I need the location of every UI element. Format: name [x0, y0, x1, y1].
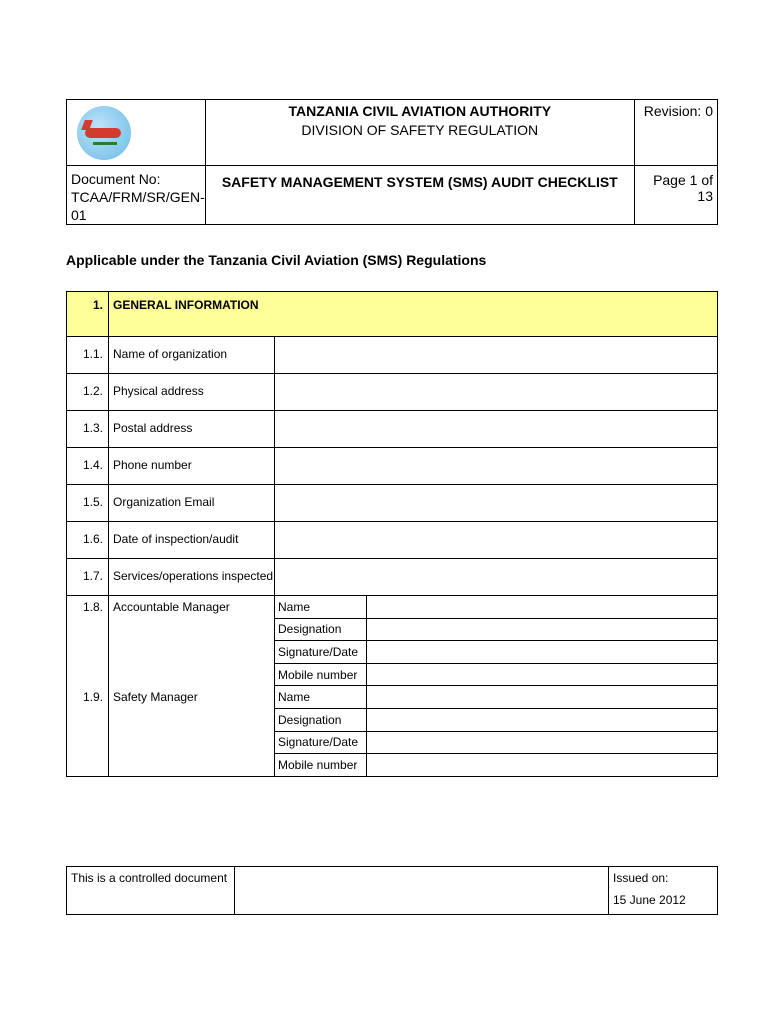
field-label: Name	[275, 686, 367, 709]
phone-number-field[interactable]	[275, 448, 718, 485]
item-number: 1.7.	[82, 569, 103, 583]
item-label: Physical address	[113, 384, 204, 398]
table-row	[67, 641, 718, 664]
table-row	[67, 596, 718, 619]
item-label: Phone number	[113, 458, 192, 472]
division-name: DIVISION OF SAFETY REGULATION	[301, 122, 539, 138]
item-number: 1.9.	[82, 689, 103, 704]
table-row	[67, 374, 718, 411]
inspection-date-field[interactable]	[275, 522, 718, 559]
table-row	[67, 411, 718, 448]
item-label: Organization Email	[113, 495, 215, 509]
services-inspected-field[interactable]	[275, 559, 718, 596]
accountable-manager-name-field[interactable]	[367, 596, 718, 619]
doc-number-cell	[67, 166, 206, 225]
doc-number: TCAA/FRM/SR/GEN-01	[71, 189, 205, 223]
item-label: Services/operations inspected	[113, 569, 274, 583]
table-row	[67, 708, 718, 731]
table-row	[67, 731, 718, 754]
tcaa-logo-icon	[77, 106, 131, 160]
table-row	[67, 686, 718, 709]
safety-manager-signature-field[interactable]	[367, 731, 718, 754]
footer-blank-cell	[235, 867, 609, 915]
document-footer-table	[66, 866, 718, 915]
field-label: Signature/Date	[275, 641, 367, 664]
item-label: Date of inspection/audit	[113, 532, 239, 546]
table-row	[67, 559, 718, 596]
item-number: 1.5.	[82, 495, 103, 509]
item-number: 1.2.	[82, 384, 103, 398]
section-number: 1.	[92, 298, 103, 312]
item-number: 1.4.	[82, 458, 103, 472]
accountable-manager-mobile-field[interactable]	[367, 663, 718, 686]
organization-name-field[interactable]	[275, 337, 718, 374]
section-title-cell	[109, 292, 718, 337]
field-label: Designation	[275, 708, 367, 731]
field-label: Signature/Date	[275, 731, 367, 754]
organization-email-field[interactable]	[275, 485, 718, 522]
checklist-title-cell	[205, 166, 634, 225]
item-label: Safety Manager	[113, 689, 198, 704]
checklist-title: SAFETY MANAGEMENT SYSTEM (SMS) AUDIT CHECKLIST	[221, 174, 618, 190]
general-information-table	[66, 291, 718, 777]
item-number: 1.1.	[82, 347, 103, 361]
safety-manager-mobile-field[interactable]	[367, 754, 718, 777]
safety-manager-name-field[interactable]	[367, 686, 718, 709]
revision-cell	[634, 100, 717, 166]
issued-cell	[609, 867, 718, 915]
logo-cell	[67, 100, 206, 166]
postal-address-field[interactable]	[275, 411, 718, 448]
accountable-manager-designation-field[interactable]	[367, 618, 718, 641]
title-cell	[205, 100, 634, 166]
item-number: 1.3.	[82, 421, 103, 435]
accountable-manager-signature-field[interactable]	[367, 641, 718, 664]
table-row	[67, 663, 718, 686]
item-label: Postal address	[113, 421, 193, 435]
table-row	[67, 448, 718, 485]
item-label: Name of organization	[113, 347, 228, 361]
field-label: Name	[275, 596, 367, 619]
table-row	[67, 618, 718, 641]
table-row	[67, 754, 718, 777]
item-number: 1.8.	[82, 600, 103, 614]
table-row	[67, 485, 718, 522]
doc-number-label: Document No:	[71, 171, 161, 187]
table-row	[67, 522, 718, 559]
controlled-doc-text: This is a controlled document	[71, 871, 228, 885]
table-row	[67, 337, 718, 374]
applicable-heading: Applicable under the Tanzania Civil Aviation (SMS) Regulations	[66, 252, 487, 268]
field-label: Designation	[275, 618, 367, 641]
physical-address-field[interactable]	[275, 374, 718, 411]
controlled-doc-cell	[67, 867, 235, 915]
issued-date: 15 June 2012	[613, 893, 686, 907]
org-name: TANZANIA CIVIL AVIATION AUTHORITY	[288, 103, 552, 119]
page-number: Page 1 of 13	[653, 172, 713, 204]
section-title: GENERAL INFORMATION	[113, 298, 259, 312]
section-header-row	[67, 292, 718, 337]
issued-label: Issued on:	[613, 871, 669, 885]
field-label: Mobile number	[275, 754, 367, 777]
safety-manager-designation-field[interactable]	[367, 708, 718, 731]
revision-text: Revision: 0	[643, 103, 713, 119]
section-number-cell	[67, 292, 109, 337]
page-cell	[634, 166, 717, 225]
item-label: Accountable Manager	[113, 600, 230, 614]
document-header-table	[66, 99, 718, 225]
field-label: Mobile number	[275, 663, 367, 686]
item-number: 1.6.	[82, 532, 103, 546]
